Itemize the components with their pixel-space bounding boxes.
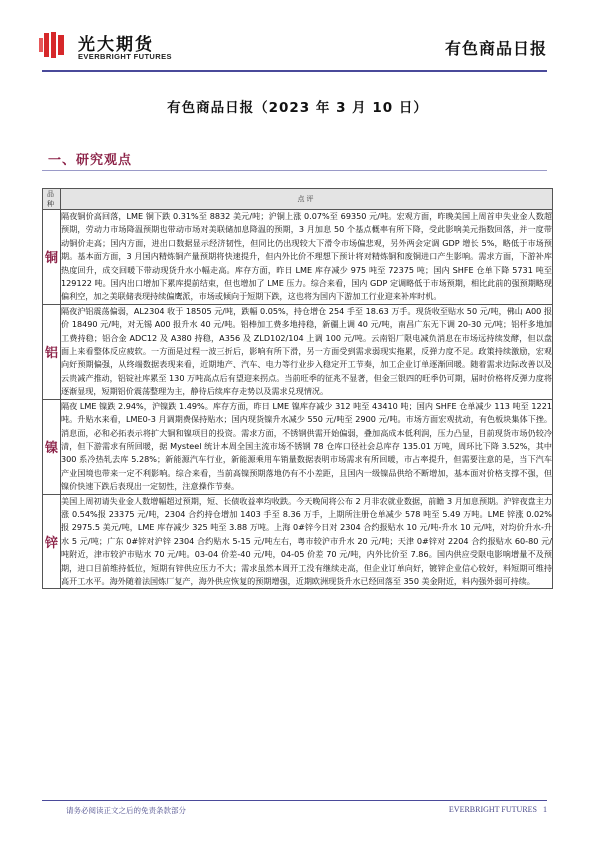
header-divider [42, 70, 547, 72]
column-header-product: 品种 [43, 189, 61, 210]
page-number: 1 [543, 805, 547, 814]
metal-label-nickel: 镍 [43, 399, 61, 494]
table-row-copper [43, 210, 553, 305]
comment-zinc: 美国上周初请失业金人数增幅超过预期，短、长债收益率均收跌。今天晚间将公布 2 月非农就业数据，前瞻 3 月加息预期。沪锌夜盘主力涨 0.54%报 23375 元/吨，2304 合约持仓增加 1403 手至 8.36 万手，上期所注册仓单减少 578 吨至 5.49 万吨。LME 锌涨 0.02%报 2975.5 美元/吨，LME 库存减少 325 吨至 3.88 万吨。上海 0#锌今日对 2304 合约报贴水 10 元/吨-升水 10 元/吨，对均价升水-升水 5 元/吨；广东 0#锌对沪锌 2304 合约贴水 5-15 元/吨左右，粤市较沪市升水 20 元/吨；天津 0#锌对 2204 合约报贴水 60-80 元/吨附近，津市较沪市贴水 70 元/吨。03-04 价差-40 元/吨，04-05 价差 70 元/吨，内外比价至 7.86。国内供应受限电影响增量不及预期，进口目前维持低位，短期有锌供应压力不大；需求虽然本周开工没有继续走高，但企业订单向好，镀锌企业信心较好，料短期可维持高开工水平。海外随着法国炼厂复产，海外供应恢复的预期增强，近期欧洲现货升水已经回落至 350 美金附近，料内强外弱可持续。 [61, 494, 553, 589]
footer-brand [449, 805, 547, 814]
section-divider [42, 170, 547, 171]
company-name-cn: 光大期货 [78, 35, 154, 55]
disclaimer-link[interactable]: 请务必阅读正文之后的免责条款部分 [66, 806, 186, 815]
table-row-zinc [43, 494, 553, 589]
company-logo-icon [38, 30, 72, 60]
column-header-comment: 点评 [61, 189, 553, 210]
page-title: 有色商品日报（2023 年 3 月 10 日） [167, 100, 428, 116]
company-name-en: EVERBRIGHT FUTURES [78, 52, 172, 61]
comment-nickel: 隔夜 LME 镍跌 2.94%，沪镍跌 1.49%。库存方面，昨日 LME 镍库存减少 312 吨至 43410 吨；国内 SHFE 仓单减少 113 吨至 1221 吨。升贴水来看，LME0-3 月调期费保持贴水；国内现货镍升水减少 550 元/吨至 2900 元/吨。市场方面宏观扰动，有色板块集体下挫。消息面，必和必拓表示将扩大铜和镍项目的投资。需求方面，不锈钢供需开始偏弱，叠加高成本低利润，压力凸显，目前现货市场仍较冷清，但下游需求有所回暖，据 Mysteel 统计本周全国主流市场不锈钢 78 仓库口径社会总库存 135.01 万吨，周环比下降 3.52%，其中 300 系冷热轧去库 5.28%；新能源汽车行业，新能源乘用车销量数据表明市场需求有所回暖，市占率提升，但需要注意的是，当下汽车产业国境也带来一定不利影响。综合来看，当前高镍预期落地仍有不小差距，且国内一级镍品供给不断增加，基本面对价格支撑不强，但镍价快速下跌后表现出一定韧性，注意操作节奏。 [61, 399, 553, 494]
table-header-row [43, 189, 553, 210]
table-row-aluminum [43, 304, 553, 399]
commentary-table [42, 188, 553, 589]
report-type-label: 有色商品日报 [444, 39, 547, 58]
footer-brand-name: EVERBRIGHT FUTURES [448, 805, 537, 814]
metal-label-zinc: 锌 [43, 494, 61, 589]
metal-label-copper: 铜 [43, 210, 61, 305]
footer-divider [42, 800, 547, 801]
comment-copper: 隔夜铜价高回落，LME 铜下跌 0.31%至 8832 美元/吨；沪铜上涨 0.07%至 69350 元/吨。宏观方面，昨晚美国上周首申失业金人数超预期，劳动力市场降温预期也带动市场对美联储加息降温的预期，3 月加息 50 个基点概率有所下降，受此影响美元指数回落，并一度带动铜价走高；国内方面，进出口数据显示经济韧性，但同比仍出现较大下滑令市场偏悲观，另外两会定调 GDP 增长 5%，略低于市场预期。基本面方面，3 月国内精炼铜产量预期将快速提升，但内外比价不理想下预计将对精炼铜和废铜进口产生影响。需求方面，下游补库热度回升，成交回暖下带动现货升水小幅走高。库存方面，昨日 LME 库存减少 975 吨至 72375 吨；国内 SHFE 仓单下降 5731 吨至 129122 吨。国内出口增加下累库提前结束，但也增加了 LME 压力。综合来看，国内 GDP 定调略低于市场预期，相比此前的强预期略现偏利空，加之美联储表现持续偏鹰派，市场或倾向于短期下跌，这也将为国内下游加工行业迎来补库时机。 [61, 210, 553, 305]
table-row-nickel [43, 399, 553, 494]
comment-aluminum: 隔夜沪铝震荡偏弱，AL2304 收于 18505 元/吨，跌幅 0.05%，持仓增仓 254 手至 18.63 万手。现货收至贴水 50 元/吨，佛山 A00 报价 18490 元/吨，对无锡 A00 报升水 40 元/吨。铝棒加工费多地持稳，新疆上调 40 元/吨，南昌广东无下调 20-30 元/吨；铝杆多地加工费持稳；铝合金 ADC12 及 A380 持稳，A356 及 ZLD102/104 上调 100 元/吨。云南铝厂限电减负消息在市场远持续发酵，但以盘面上来看整体反应疲软。一方面是过程一波三折后，影响有所下滑，另一方面受到需求弱现实拖累，反弹力度不足。政策持续激励，宏观向好预期偏强，从终端数据表现来看，近期地产、汽车、电力等行业步入稳定开工节奏，加工企业订单逐渐回暖。随着需求边际改善以及云贵减产推动，铝锭社库累至 130 万吨高点后有望迎来拐点。当前旺季的征兆不显著，但金三银四的旺季仍可期，届时价格将反弹力度将逐渐显现，短期铝价震荡整理为主，静待后续库存走势以及需求兑现情况。 [61, 304, 553, 399]
metal-label-aluminum: 铝 [43, 304, 61, 399]
section-title: 一、研究观点 [48, 153, 133, 168]
